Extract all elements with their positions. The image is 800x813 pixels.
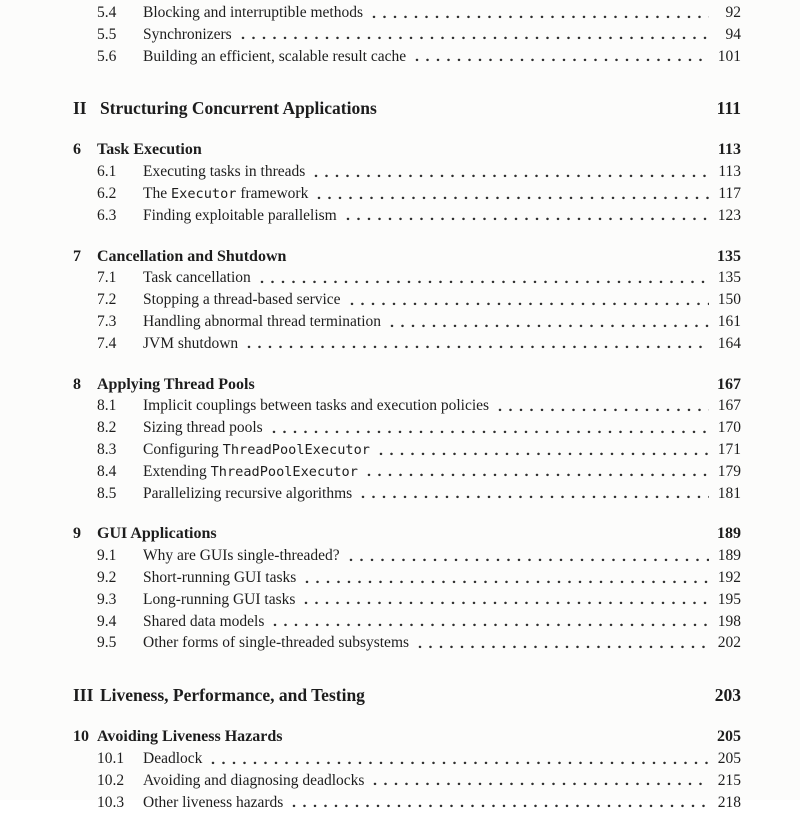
entry-title-text: Parallelizing recursive algorithms — [143, 484, 353, 502]
toc-section-row — [73, 567, 741, 589]
section-number: 6.3 — [97, 206, 117, 224]
toc-section-row — [73, 589, 741, 611]
page-number: 111 — [716, 98, 741, 119]
entry-title-text: Implicit couplings between tasks and execution policies — [143, 397, 490, 415]
section-number: 5.6 — [97, 47, 117, 65]
section-title — [143, 205, 337, 227]
dot-leader — [292, 792, 709, 813]
section-title — [143, 770, 364, 792]
entry-title-text: Shared data models — [143, 612, 265, 630]
section-title — [143, 748, 202, 770]
page-number: 189 — [717, 547, 741, 565]
section-number: 9.4 — [97, 612, 117, 630]
toc-section-row — [73, 632, 741, 654]
chapter-heading-row — [73, 246, 741, 268]
entry-title-text: Configuring — [143, 440, 223, 458]
code-text: ThreadPoolExecutor — [210, 463, 358, 480]
dot-leader — [349, 545, 709, 567]
page-number: 117 — [718, 184, 741, 202]
section-title — [143, 611, 264, 633]
dot-leader — [304, 589, 709, 611]
page-number: 135 — [717, 247, 741, 265]
chapter-number: 9 — [73, 525, 81, 543]
entry-title-text: Building an efficient, scalable result cache — [143, 47, 407, 65]
page-number: 189 — [717, 525, 741, 543]
dot-leader — [272, 417, 709, 439]
entry-title-text: JVM shutdown — [143, 334, 239, 352]
toc-section-row — [73, 439, 741, 461]
entry-title-text: Why are GUIs single-threaded? — [143, 547, 340, 565]
dot-leader — [373, 770, 709, 792]
chapter-number: 7 — [73, 247, 81, 265]
toc-section-row — [73, 395, 741, 417]
section-number: 7.4 — [97, 334, 117, 352]
page-number: 161 — [717, 312, 741, 330]
part-title: Liveness, Performance, and Testing — [100, 685, 365, 706]
section-title — [143, 545, 340, 567]
section-number: 10.2 — [97, 771, 125, 789]
dot-leader — [211, 748, 709, 770]
toc-section-row — [73, 461, 741, 483]
section-title — [143, 24, 232, 46]
page-number: 101 — [717, 47, 741, 65]
section-number: 7.1 — [97, 269, 117, 287]
section-number: 6.2 — [97, 184, 117, 202]
section-number: 8.2 — [97, 419, 117, 437]
part-heading-row — [73, 97, 741, 120]
entry-title-text: Blocking and interruptible methods — [143, 4, 363, 21]
page-number: 123 — [717, 206, 741, 224]
section-number: 5.4 — [97, 4, 117, 21]
page-number: 192 — [717, 568, 741, 586]
page-number: 179 — [717, 462, 741, 480]
page-number: 164 — [717, 334, 741, 352]
toc-section-row — [73, 770, 741, 792]
section-title — [143, 46, 406, 68]
page-number: 170 — [717, 419, 741, 437]
toc-section-row — [73, 46, 741, 68]
section-number: 8.5 — [97, 484, 117, 502]
toc-section-row — [73, 311, 741, 333]
entry-title-text: Deadlock — [143, 749, 203, 767]
section-title — [143, 161, 305, 183]
section-title — [143, 632, 409, 654]
entry-title-text: Synchronizers — [143, 25, 232, 43]
section-number: 10.1 — [97, 749, 125, 767]
chapter-number: 8 — [73, 375, 81, 393]
entry-title-text: Other liveness hazards — [143, 793, 284, 811]
chapter-title: Applying Thread Pools — [97, 375, 255, 393]
page-number: 171 — [717, 440, 741, 458]
entry-title-text: framework — [236, 184, 309, 202]
section-number: 8.1 — [97, 397, 117, 415]
page-number: 113 — [717, 141, 741, 159]
section-title — [143, 2, 363, 24]
dot-leader — [379, 439, 709, 461]
entry-title-text: Finding exploitable parallelism — [143, 206, 337, 224]
page-number: 195 — [717, 590, 741, 608]
section-title — [143, 439, 370, 462]
chapter-title: Task Execution — [97, 141, 202, 159]
dot-leader — [314, 161, 709, 183]
page-number: 94 — [725, 25, 741, 43]
dot-leader — [346, 205, 709, 227]
chapter-title: GUI Applications — [97, 525, 217, 543]
toc-section-row — [73, 289, 741, 311]
section-title — [143, 267, 251, 289]
section-number: 6.1 — [97, 163, 117, 181]
dot-leader — [247, 333, 709, 355]
chapter-number: 6 — [73, 141, 81, 159]
dot-leader — [415, 46, 709, 68]
entry-title-text: Extending — [143, 462, 211, 480]
page-number: 92 — [725, 4, 741, 21]
toc-section-row — [73, 545, 741, 567]
page-number: 202 — [717, 634, 741, 652]
dot-leader — [367, 461, 709, 483]
section-number: 9.2 — [97, 568, 117, 586]
section-title — [143, 289, 341, 311]
chapter-heading-row — [73, 726, 741, 748]
dot-leader — [390, 311, 709, 333]
chapter-heading-row — [73, 139, 741, 161]
section-title — [143, 311, 381, 333]
dot-leader — [361, 483, 709, 505]
section-number: 7.3 — [97, 312, 117, 330]
toc-section-row — [73, 417, 741, 439]
section-number: 9.1 — [97, 547, 117, 565]
chapter-number: 10 — [73, 728, 89, 746]
page-number: 205 — [717, 728, 741, 746]
toc-section-row — [73, 161, 741, 183]
toc-section-row — [73, 611, 741, 633]
section-number: 5.5 — [97, 25, 117, 43]
dot-leader — [260, 267, 709, 289]
page-number: 218 — [717, 793, 741, 811]
page-number: 135 — [717, 269, 741, 287]
entry-title-text: Sizing thread pools — [143, 419, 263, 437]
entry-title-text: Other forms of single-threaded subsystems — [143, 634, 410, 652]
page-number: 203 — [714, 685, 741, 706]
page-number: 113 — [718, 163, 741, 181]
code-text: Executor — [170, 185, 237, 202]
toc-section-row — [73, 2, 741, 24]
chapter-heading-row — [73, 374, 741, 396]
page-number: 205 — [717, 749, 741, 767]
section-number: 7.2 — [97, 291, 117, 309]
entry-title-text: Executing tasks in threads — [143, 163, 306, 181]
section-number: 8.3 — [97, 440, 117, 458]
dot-leader — [273, 611, 709, 633]
section-title — [143, 792, 283, 813]
page-number: 150 — [717, 291, 741, 309]
section-title — [143, 395, 489, 417]
part-heading-row — [73, 684, 741, 707]
section-number: 9.3 — [97, 590, 117, 608]
section-title — [143, 567, 296, 589]
toc-section-row — [73, 748, 741, 770]
dot-leader — [317, 183, 709, 205]
entry-title-text: Handling abnormal thread termination — [143, 312, 382, 330]
code-text: ThreadPoolExecutor — [222, 441, 370, 458]
section-title — [143, 333, 238, 355]
section-title — [143, 417, 263, 439]
section-title — [143, 483, 352, 505]
toc-section-row — [73, 24, 741, 46]
page-number: 181 — [717, 484, 741, 502]
page-number: 167 — [717, 375, 741, 393]
section-title — [143, 461, 358, 484]
part-number: II — [73, 98, 87, 119]
part-title: Structuring Concurrent Applications — [100, 98, 377, 119]
chapter-heading-row — [73, 523, 741, 545]
entry-title-text: Task cancellation — [143, 269, 251, 287]
dot-leader — [372, 2, 709, 24]
toc-section-row — [73, 267, 741, 289]
part-number: III — [73, 685, 94, 706]
toc-section-row — [73, 792, 741, 813]
section-title — [143, 183, 308, 206]
chapter-title: Cancellation and Shutdown — [97, 247, 287, 265]
toc-section-row — [73, 333, 741, 355]
chapter-title: Avoiding Liveness Hazards — [97, 728, 283, 746]
entry-title-text: Avoiding and diagnosing deadlocks — [143, 771, 365, 789]
section-title — [143, 589, 295, 611]
section-number: 8.4 — [97, 462, 117, 480]
dot-leader — [498, 395, 709, 417]
toc-section-row — [73, 183, 741, 205]
section-number: 9.5 — [97, 634, 117, 652]
page-number: 198 — [717, 612, 741, 630]
dot-leader — [418, 632, 709, 654]
dot-leader — [241, 24, 709, 46]
dot-leader — [350, 289, 709, 311]
entry-title-text: Stopping a thread-based service — [143, 291, 341, 309]
dot-leader — [305, 567, 709, 589]
entry-title-text: The — [143, 184, 171, 202]
page-number: 215 — [717, 771, 741, 789]
toc-section-row — [73, 483, 741, 505]
entry-title-text: Long-running GUI tasks — [143, 590, 296, 608]
page-number: 167 — [717, 397, 741, 415]
section-number: 10.3 — [97, 793, 125, 811]
entry-title-text: Short-running GUI tasks — [143, 568, 297, 586]
toc-section-row — [73, 205, 741, 227]
